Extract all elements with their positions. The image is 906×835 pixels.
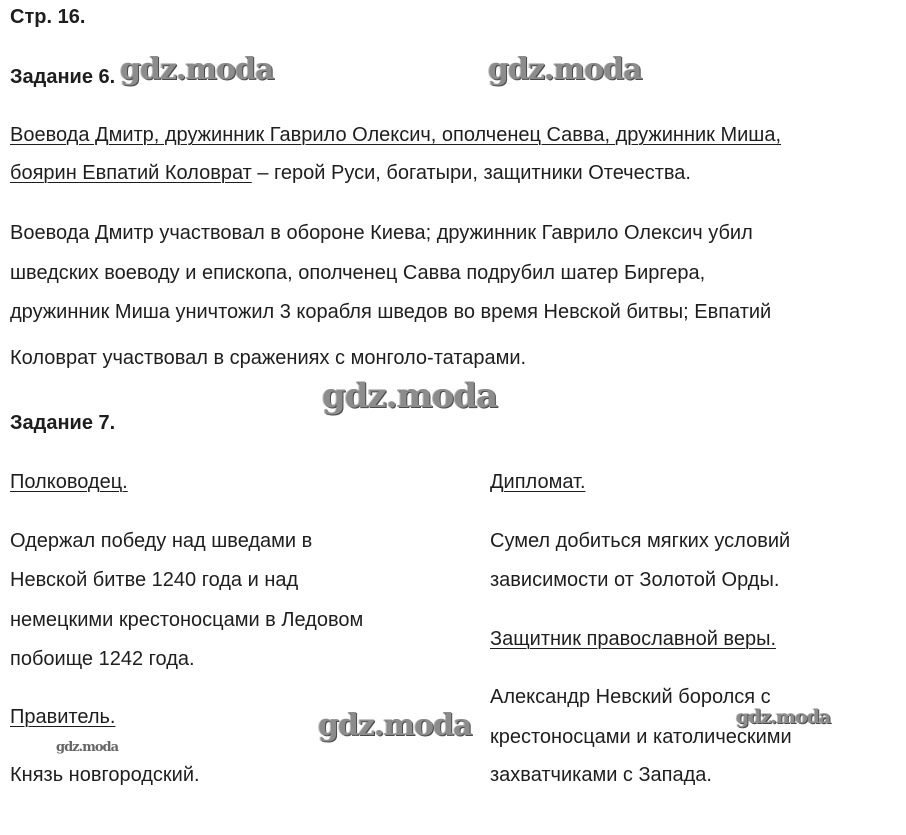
defender-text-line: крестоносцами и католическими: [490, 726, 792, 748]
commander-text-line: немецкими крестоносцами в Ледовом: [10, 609, 364, 631]
heroes-list-part2: боярин Евпатий Коловрат: [10, 162, 252, 184]
task6-heading: Задание 6.: [10, 66, 116, 88]
commander-title: Полководец.: [10, 471, 128, 493]
ruler-title: Правитель.: [10, 706, 116, 728]
task6-paragraph-line: Воевода Дмитр участвовал в обороне Киева; дружинник Гаврило Олексич убил: [10, 222, 753, 244]
diplomat-title: Дипломат.: [490, 471, 586, 493]
watermark-logo: gdz.moda: [56, 740, 119, 755]
defender-text-line: Александр Невский боролся с: [490, 686, 771, 708]
watermark-logo: gdz.moda: [488, 52, 642, 87]
diplomat-text-line: Сумел добиться мягких условий: [490, 530, 791, 552]
defender-title: Защитник православной веры.: [490, 628, 777, 650]
watermark-logo: gdz.moda: [120, 52, 274, 87]
heroes-description: – герой Руси, богатыри, защитники Отечества.: [251, 162, 691, 184]
watermark-logo: gdz.moda: [736, 706, 831, 728]
commander-text-line: Одержал победу над шведами в: [10, 530, 313, 552]
defender-text-line: захватчиками с Запада.: [490, 764, 712, 786]
commander-text-line: побоище 1242 года.: [10, 648, 195, 670]
diplomat-text-line: зависимости от Золотой Орды.: [490, 569, 780, 591]
task6-paragraph-line: шведских воеводу и епископа, ополченец Савва подрубил шатер Биргера,: [10, 262, 706, 284]
watermark-logo: gdz.moda: [318, 708, 472, 743]
task7-heading: Задание 7.: [10, 412, 116, 434]
task6-heroes-line1: [10, 124, 781, 147]
watermark-logo: gdz.moda: [322, 376, 498, 416]
task6-paragraph-line: дружинник Миша уничтожил 3 корабля шведов во время Невской битвы; Евпатий: [10, 301, 772, 323]
task6-heroes-line2: [10, 162, 691, 185]
task6-paragraph-line: Коловрат участвовал в сражениях с монголо-татарами.: [10, 347, 527, 369]
commander-text-line: Невской битве 1240 года и над: [10, 569, 299, 591]
page-number: Стр. 16.: [10, 6, 86, 28]
ruler-text: Князь новгородский.: [10, 764, 200, 786]
heroes-list-part1: Воевода Дмитр, дружинник Гаврило Олексич, ополченец Савва, дружинник Миша,: [10, 124, 782, 146]
